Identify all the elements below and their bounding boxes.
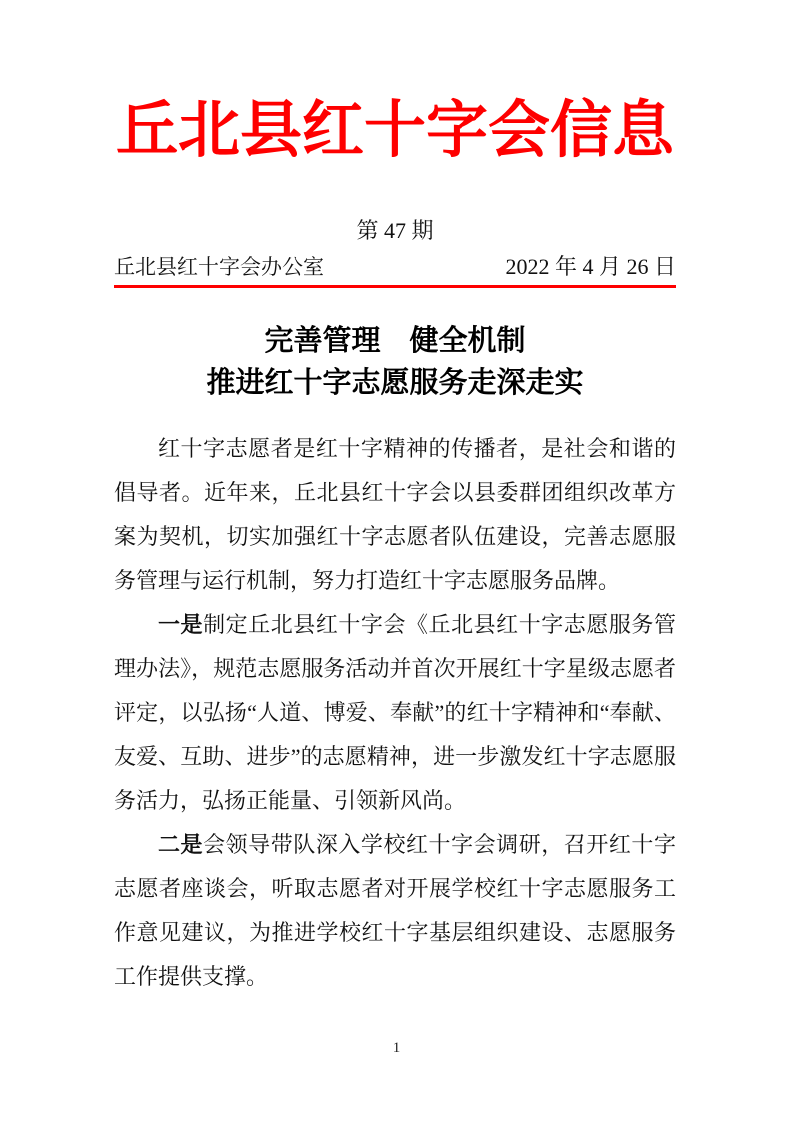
- article-title-line1: 完善管理 健全机制: [264, 325, 526, 357]
- publisher-name: 丘北县红十字会办公室: [114, 255, 324, 279]
- publisher-row: [114, 252, 676, 282]
- paragraph: [114, 603, 676, 823]
- paragraph-text: 红十字志愿者是红十字精神的传播者，是社会和谐的倡导者。近年来，丘北县红十字会以县委群团组织改革方案为契机，切实加强红十字志愿者队伍建设，完善志愿服务管理与运行机制，努力打造红十字志愿服务品牌。: [114, 436, 676, 593]
- paragraph: [114, 427, 676, 603]
- publish-date: 2022 年 4 月 26 日: [505, 254, 676, 279]
- paragraph-lead: 二是: [158, 832, 204, 857]
- paragraph-text: 会领导带队深入学校红十字会调研，召开红十字志愿者座谈会，听取志愿者对开展学校红十字志愿服务工作意见建议，为推进学校红十字基层组织建设、志愿服务工作提供支撑。: [114, 832, 676, 989]
- article-title: [114, 320, 676, 404]
- paragraph-lead: 一是: [158, 612, 204, 637]
- issue-number: 第 47 期: [356, 218, 434, 243]
- paragraph-text: 制定丘北县红十字会《丘北县红十字志愿服务管理办法》，规范志愿服务活动并首次开展红十字星级志愿者评定，以弘扬“人道、博爱、奉献”的红十字精神和“奉献、友爱、互助、进步”的志愿精神，进一步激发红十字志愿服务活力，弘扬正能量、引领新风尚。: [114, 612, 676, 813]
- red-divider-line: [114, 285, 676, 288]
- masthead-title: 丘北县红十字会信息: [115, 97, 674, 165]
- page-number: 1: [392, 1040, 401, 1056]
- article-body: [114, 427, 676, 999]
- paragraph: [114, 823, 676, 999]
- article-title-line2: 推进红十字志愿服务走深走实: [206, 367, 584, 399]
- page-content: [114, 0, 676, 999]
